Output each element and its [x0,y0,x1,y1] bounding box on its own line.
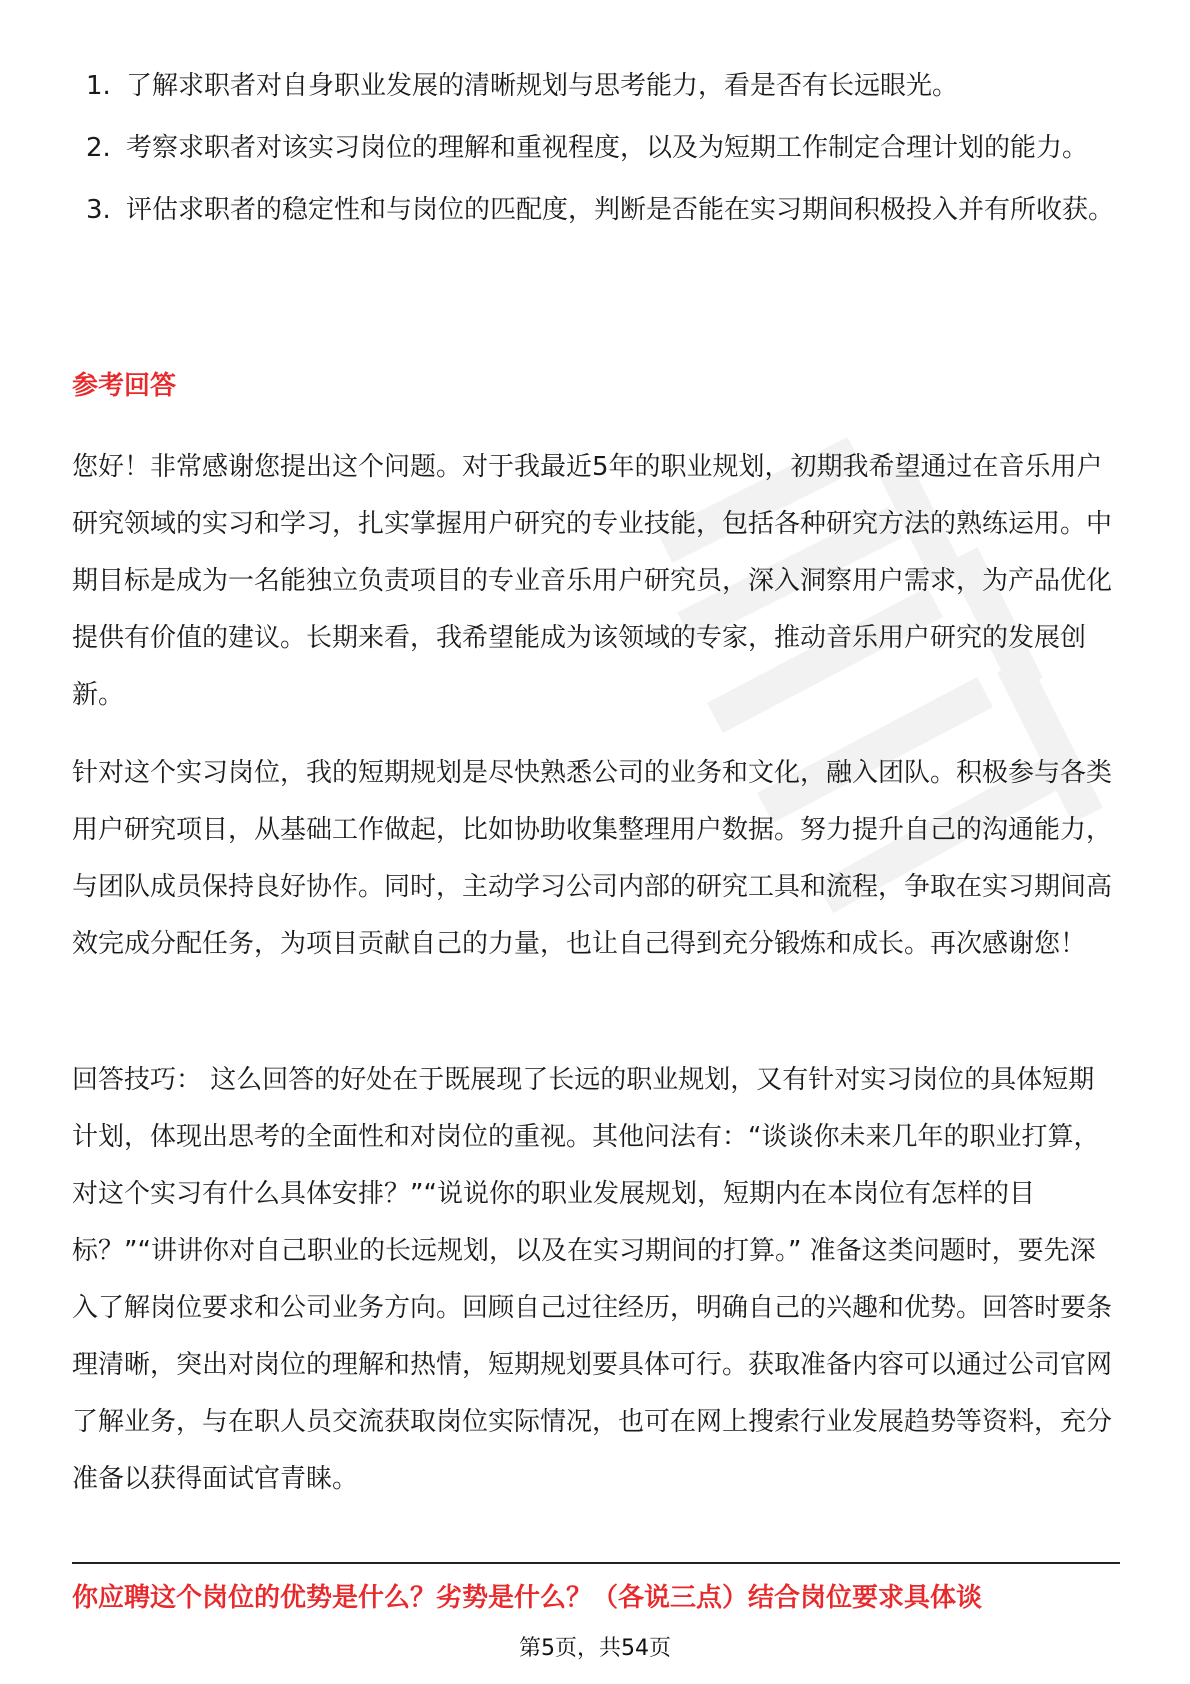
page-footer [0,1634,1190,1664]
list-item [86,58,1126,114]
answer-paragraph: 您好！非常感谢您提出这个问题。对于我最近5年的职业规划，初期我希望通过在音乐用户研究领域的实习和学习，扎实掌握用户研究的专业技能，包括各种研究方法的熟练运用。中期目标是成为一名能独立负责项目的专业音乐用户研究员，深入洞察用户需求，为产品优化提供有价值的建议。长期来看，我希望能成为该领域的专家，推动音乐用户研究的发展创新。 [72,452,1113,710]
answer-paragraph: 针对这个实习岗位，我的短期规划是尽快熟悉公司的业务和文化，融入团队。积极参与各类用户研究项目，从基础工作做起，比如协助收集整理用户数据。努力提升自己的沟通能力，与团队成员保持良好协作。同时，主动学习公司内部的研究工具和流程，争取在实习期间高效完成分配任务，为项目贡献自己的力量，也让自己得到充分锻炼和成长。再次感谢您！ [72,758,1113,959]
list-item-text: 评估求职者的稳定性和与岗位的匹配度，判断是否能在实习期间积极投入并有所收获。 [126,195,1115,225]
list-number: 3. [86,195,111,225]
purpose-list [86,58,1126,244]
answer-tips-paragraph: 回答技巧： 这么回答的好处在于既展现了长远的职业规划，又有针对实习岗位的具体短期计划，体现出思考的全面性和对岗位的重视。其他问法有：“谈谈你未来几年的职业打算，对这个实习有什么具体安排？”“说说你的职业发展规划，短期内在本岗位有怎样的目标？”“讲讲你对自己职业的长远规划，以及在实习期间的打算。” 准备这类问题时，要先深入了解岗位要求和公司业务方向。回顾自己过往经历，明确自己的兴趣和优势。回答时要条理清晰，突出对岗位的理解和热情，短期规划要具体可行。获取准备内容可以通过公司官网了解业务，与在职人员交流获取岗位实际情况，也可在网上搜索行业发展趋势等资料，充分准备以获得面试官青睐。 [72,1065,1113,1494]
list-item-text: 了解求职者对自身职业发展的清晰规划与思考能力，看是否有长远眼光。 [126,71,959,101]
list-item [86,120,1126,176]
list-item-text: 考察求职者对该实习岗位的理解和重视程度，以及为短期工作制定合理计划的能力。 [126,133,1089,163]
list-item [86,182,1126,238]
list-number: 1. [86,71,111,101]
section-divider [72,1562,1120,1564]
next-question-heading: 你应聘这个岗位的优势是什么？劣势是什么？（各说三点）结合岗位要求具体谈 [72,1583,983,1610]
page-number: 第5页，共54页 [513,1636,677,1661]
reference-answer-heading: 参考回答 [72,371,177,401]
list-number: 2. [86,133,111,163]
